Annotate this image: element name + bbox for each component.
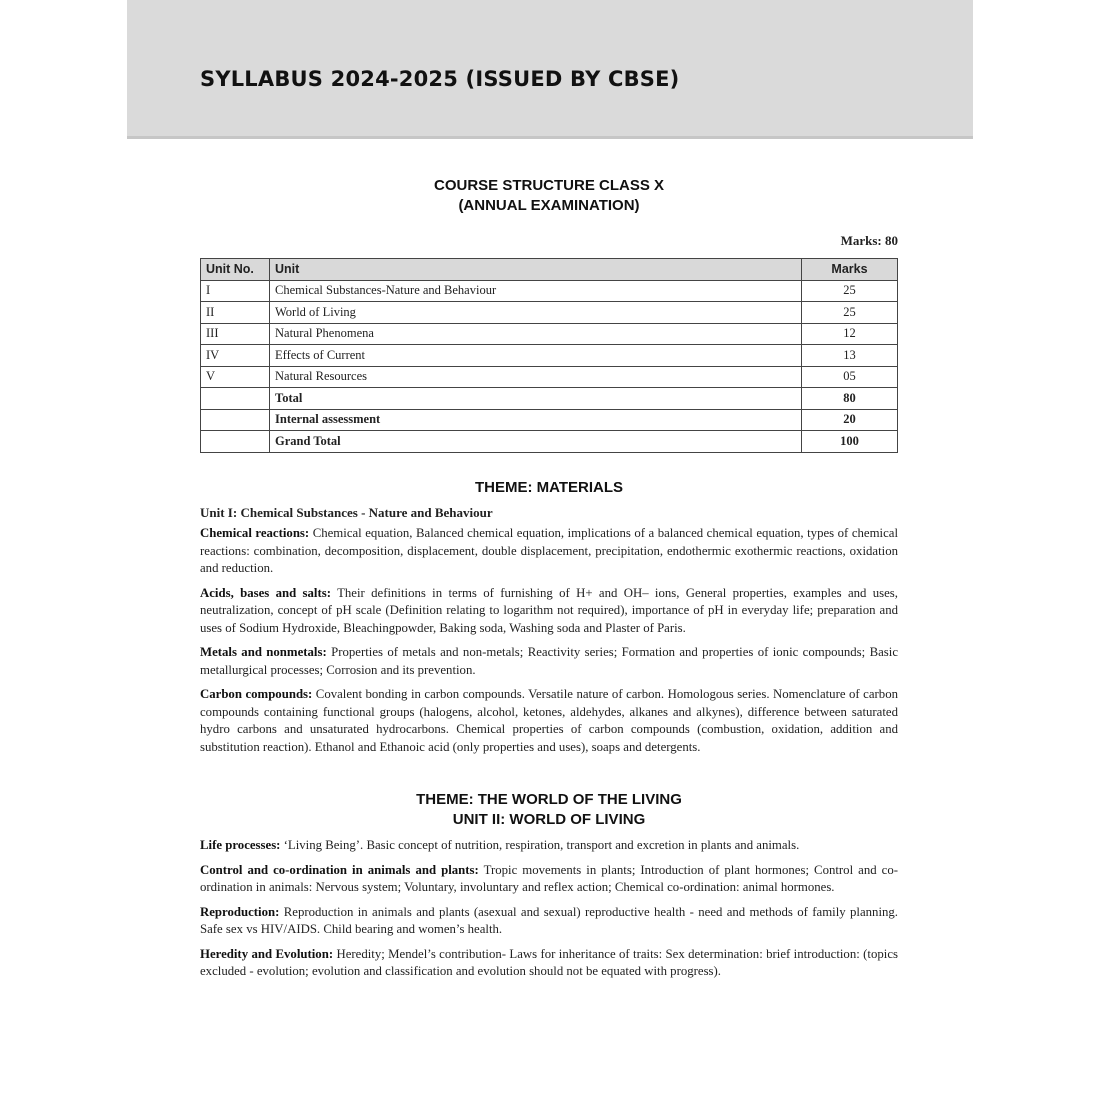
unit-number: IV: [201, 345, 270, 367]
table-row: [201, 366, 898, 388]
unit-name: Effects of Current: [270, 345, 802, 367]
summary-label: Total: [270, 388, 802, 410]
units-marks-table: [200, 258, 898, 453]
summary-marks: 100: [802, 431, 898, 453]
topic-text: Covalent bonding in carbon compounds. Versatile nature of carbon. Homologous series. Nomenclature of carbon compounds containing functional groups (halogens, alcohol, ketones, aldehydes, alkanes and alkynes), difference between saturated hydro carbons and unsaturated hydrocarbons. Chemical properties of carbon compounds (combustion, oxidation, addition and substitution reaction). Ethanol and Ethanoic acid (only properties and uses), soaps and detergents.: [200, 687, 898, 754]
course-title-line2: (ANNUAL EXAMINATION): [458, 197, 640, 214]
topic-term: Carbon compounds:: [200, 687, 313, 701]
topic-text: Chemical equation, Balanced chemical equation, implications of a balanced chemical equation, types of chemical reactions: combination, decomposition, displacement, double displacement, precipitation, endothermic exothermic reactions, oxidation and reduction.: [200, 526, 898, 575]
topic-term: Heredity and Evolution:: [200, 946, 334, 961]
header-banner: [127, 0, 973, 139]
topic-paragraph: [200, 686, 898, 756]
topic-term: Reproduction:: [200, 904, 280, 919]
topic-paragraph: [200, 837, 898, 855]
table-header-row: [201, 259, 898, 281]
topic-paragraph: [200, 644, 898, 679]
topic-term: Acids, bases and salts:: [200, 585, 331, 600]
course-title-line1: COURSE STRUCTURE CLASS X: [433, 177, 665, 194]
unit-name: Natural Resources: [270, 366, 802, 388]
unit-name: World of Living: [270, 302, 802, 324]
topic-term: Metals and nonmetals:: [200, 645, 327, 659]
topic-term: Chemical reactions:: [200, 526, 310, 540]
unit-number: III: [201, 323, 270, 345]
total-row: [201, 388, 898, 410]
table-row: [201, 280, 898, 302]
theme-materials-section: [200, 505, 898, 763]
topic-paragraph: [200, 525, 898, 578]
topic-term: Life processes:: [200, 838, 281, 852]
unit-number: I: [201, 280, 270, 302]
topic-text: Reproduction in animals and plants (asexual and sexual) reproductive health - need and methods of family planning. Safe sex vs HIV/AIDS. Child bearing and women’s health.: [200, 904, 898, 936]
total-marks-note: Marks: 80: [840, 233, 898, 248]
theme-materials-heading: THEME: MATERIALS: [474, 479, 624, 496]
topic-text: Heredity; Mendel’s contribution- Laws for inheritance of traits: Sex determination: brief introduction: (topics excluded - evolution; evolution and classification and evolution should not be equated with progress).: [200, 946, 898, 978]
unit-number: II: [201, 302, 270, 324]
summary-marks: 80: [802, 388, 898, 410]
topic-paragraph: [200, 585, 898, 638]
unit-marks: 05: [802, 366, 898, 388]
topic-text: Tropic movements in plants; Introduction of plant hormones; Control and co-ordination in animals: Nervous system; Voluntary, involuntary and reflex action; Chemical co-ordination: animal hormones.: [200, 862, 898, 894]
empty-cell: [201, 388, 270, 410]
internal-assessment-row: [201, 409, 898, 431]
theme-title: THEME: THE WORLD OF THE LIVING: [416, 791, 682, 808]
unit-heading: Unit I: Chemical Substances - Nature and Behaviour: [200, 505, 493, 520]
header-unit-no: Unit No.: [201, 259, 270, 281]
unit-name: Natural Phenomena: [270, 323, 802, 345]
topic-paragraph: [200, 862, 898, 897]
topic-text: ‘Living Being’. Basic concept of nutrition, respiration, transport and excretion in plants and animals.: [280, 838, 800, 852]
summary-label: Grand Total: [270, 431, 802, 453]
topic-paragraph: [200, 946, 898, 981]
empty-cell: [201, 431, 270, 453]
unit-marks: 25: [802, 280, 898, 302]
unit-number: V: [201, 366, 270, 388]
summary-marks: 20: [802, 409, 898, 431]
header-marks: Marks: [802, 259, 898, 281]
table-row: [201, 345, 898, 367]
unit-marks: 13: [802, 345, 898, 367]
unit-marks: 12: [802, 323, 898, 345]
table-row: [201, 302, 898, 324]
header-unit: Unit: [270, 259, 802, 281]
summary-label: Internal assessment: [270, 409, 802, 431]
grand-total-row: [201, 431, 898, 453]
empty-cell: [201, 409, 270, 431]
unit-subtitle: UNIT II: WORLD OF LIVING: [452, 811, 646, 828]
topic-paragraph: [200, 904, 898, 939]
unit-name: Chemical Substances-Nature and Behaviour: [270, 280, 802, 302]
unit-marks: 25: [802, 302, 898, 324]
theme-living-section: [200, 837, 898, 988]
page-title: SYLLABUS 2024-2025 (ISSUED BY CBSE): [200, 67, 680, 91]
topic-term: Control and co-ordination in animals and plants:: [200, 862, 479, 877]
course-structure-heading: [200, 176, 898, 216]
topic-text: Properties of metals and non-metals; Reactivity series; Formation and properties of ionic compounds; Basic metallurgical processes; Corrosion and its prevention.: [200, 645, 899, 677]
theme-living-heading: [200, 790, 898, 830]
topic-text: Their definitions in terms of furnishing of H+ and OH– ions, General properties, examples and uses, neutralization, concept of pH scale (Definition relating to logarithm not required), importance of pH in everyday life; preparation and uses of Sodium Hydroxide, Bleachingpowder, Baking soda, Washing soda and Plaster of Paris.: [200, 585, 898, 635]
table-row: [201, 323, 898, 345]
